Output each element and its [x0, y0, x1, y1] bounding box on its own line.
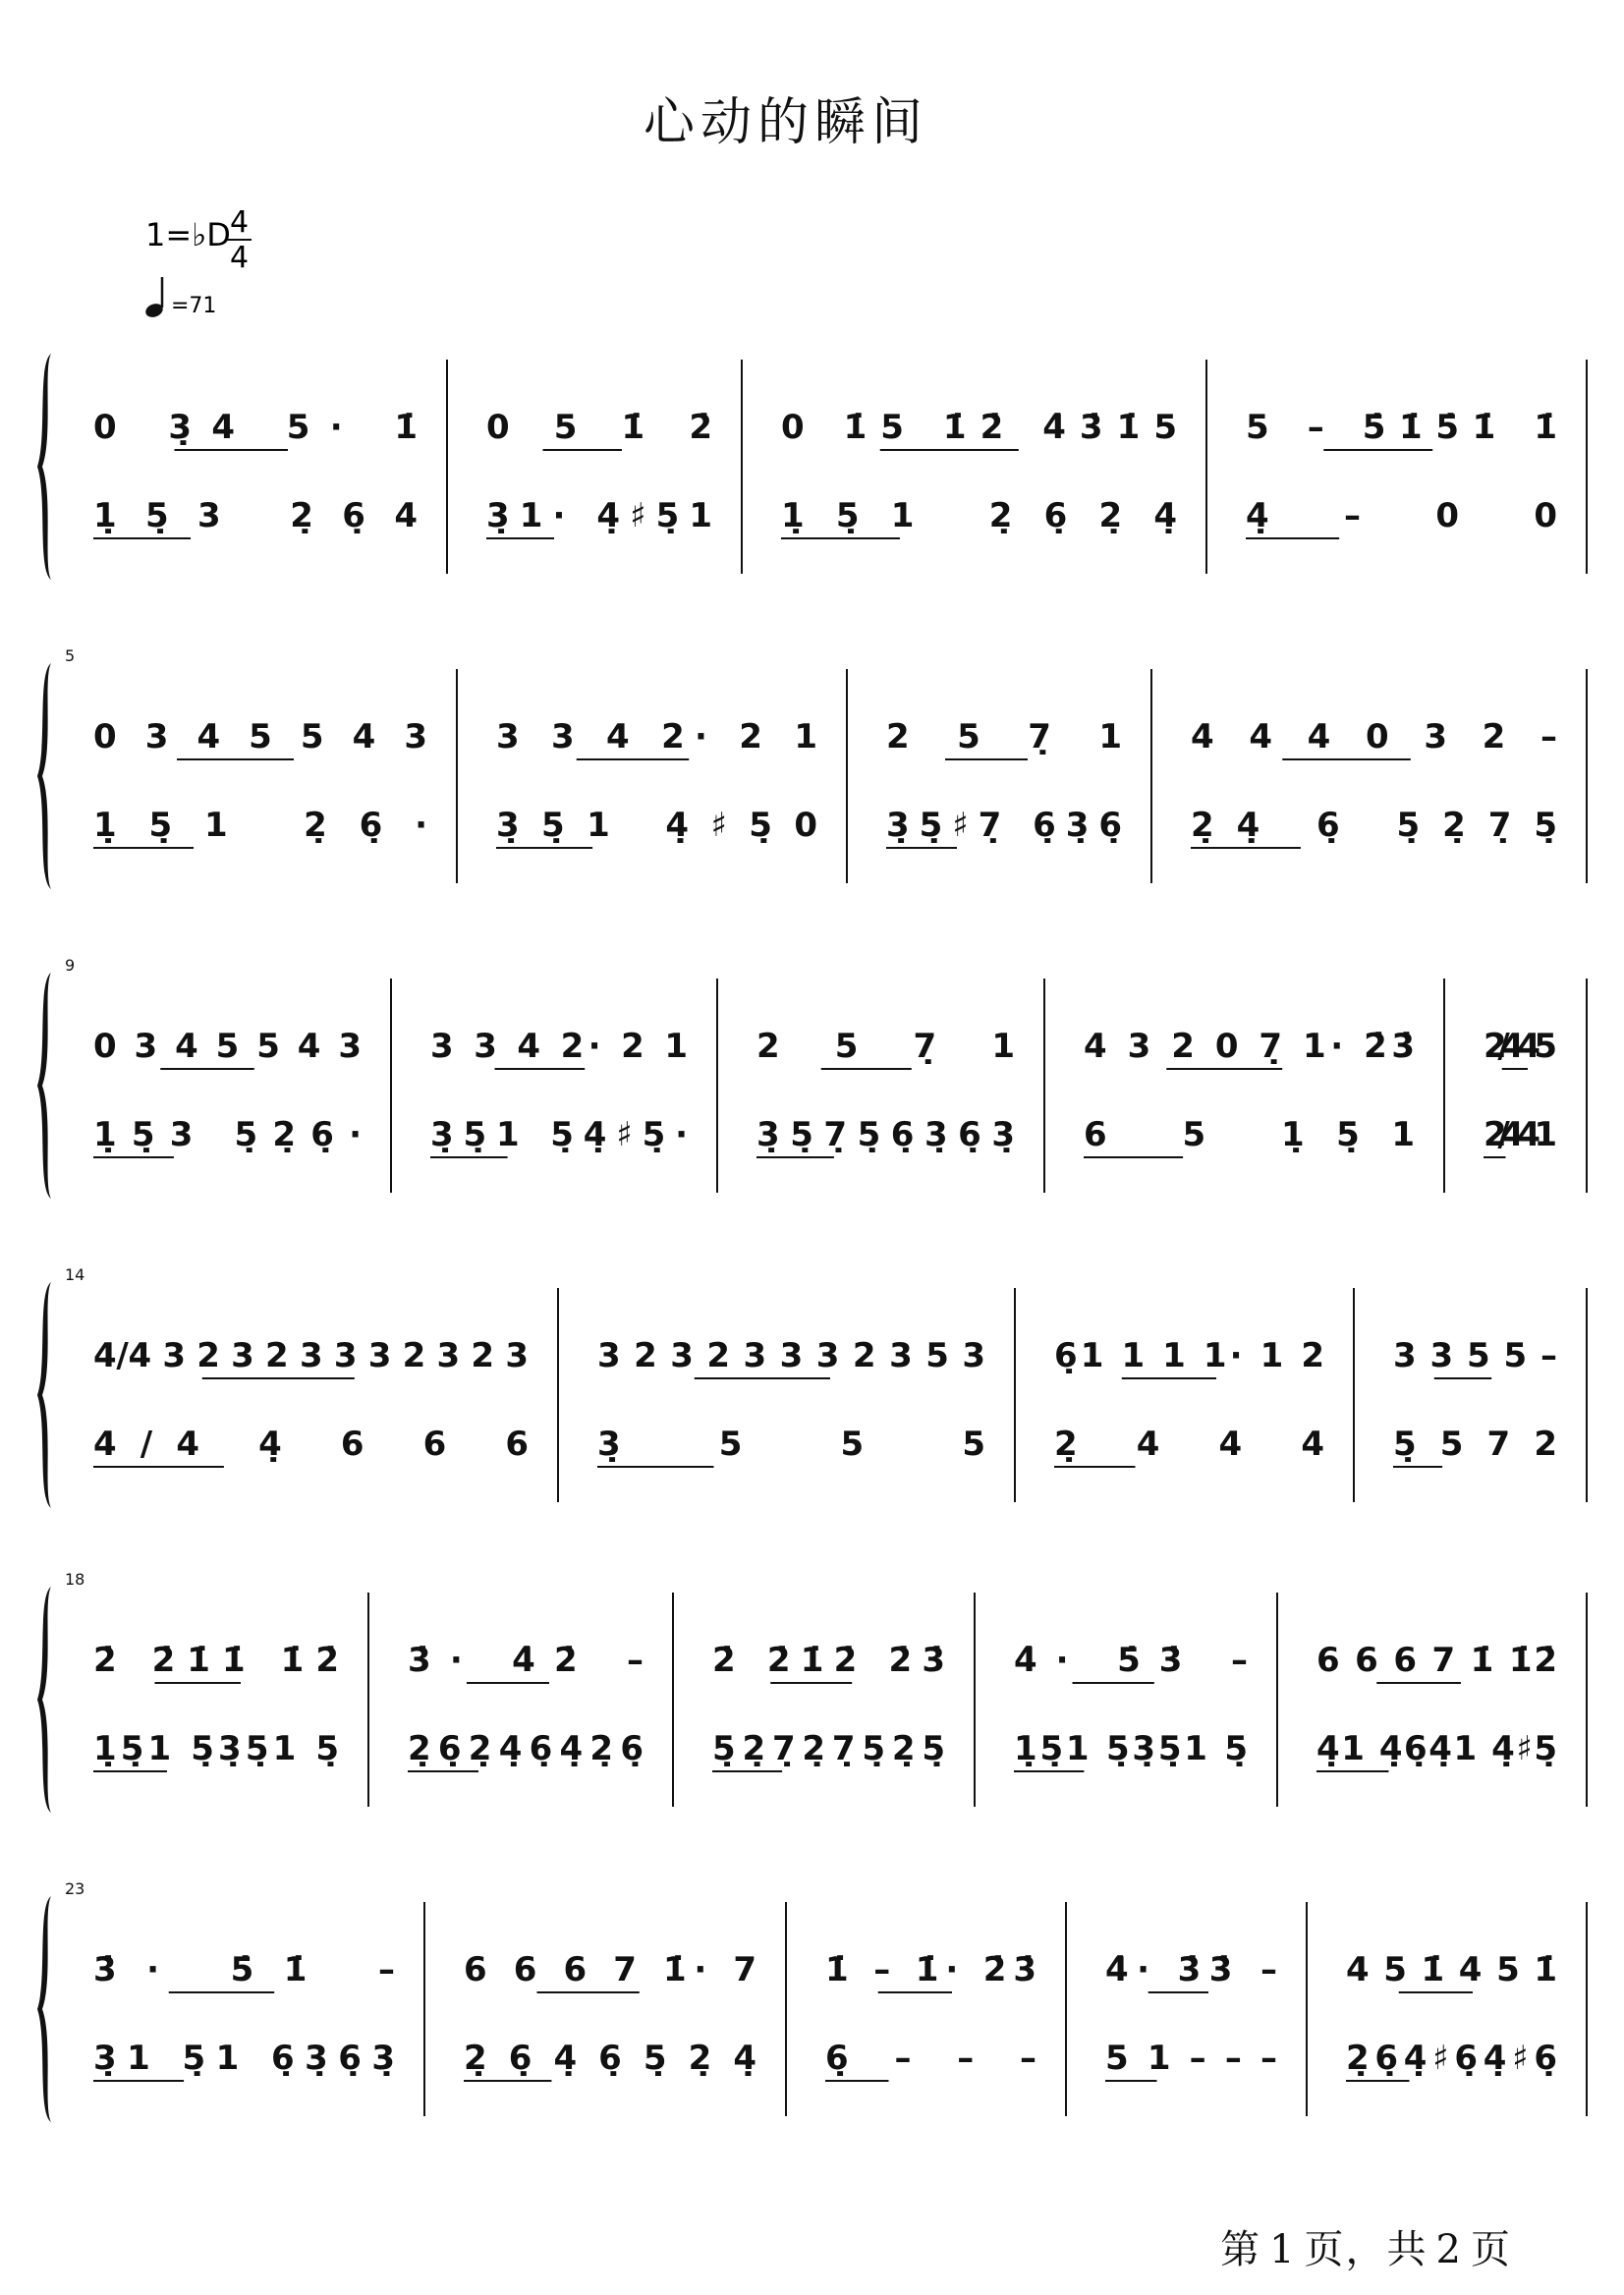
grand-staff-brace	[37, 1282, 51, 1508]
system-3	[37, 956, 1587, 1199]
measure-number: 18	[65, 1570, 85, 1589]
footer-prefix: 第	[1220, 2227, 1262, 2272]
footer-suffix: 页	[1471, 2227, 1512, 2272]
upper-staff-notes: 6 6 6 7 1̇· 7	[464, 1950, 756, 1989]
lower-staff-notes: 3̣5̣1 5̣4̣♯5̣·	[430, 1115, 688, 1154]
lower-staff-notes: 1̣5̣3 5̣2̣6̣·	[93, 1115, 362, 1154]
system-5	[37, 1570, 1587, 1813]
key-signature: 1=♭D	[145, 216, 231, 253]
lower-staff-notes: 3̣5̣♯7̣ 6̣3̣6̣	[886, 806, 1122, 845]
upper-staff-notes: 4/4 3 2 3 2 3 3 3 2 3 2 3	[93, 1336, 529, 1375]
upper-staff-notes: 4 5 1̇ 4 5 1̇	[1346, 1950, 1557, 1989]
upper-staff-notes: 3 3 5 5 –	[1393, 1336, 1557, 1375]
upper-staff-notes: 0 1̇5 1̇2̇ 4̇3̇1̇5	[781, 408, 1177, 447]
upper-staff-notes: 3̇· 5̇1̇ –	[93, 1950, 395, 1989]
system-2	[37, 646, 1587, 889]
lower-staff-notes: 2/4 4 1	[1484, 1115, 1557, 1154]
time-signature-bottom: 4	[230, 241, 250, 275]
upper-staff-notes: 0 3 4 5 5 4 3	[93, 717, 427, 756]
upper-staff-notes: 0 3̣4 5· 1̇	[93, 408, 418, 447]
upper-staff-notes: 5 – 5̇1̇5̇1̇ 1̇	[1246, 408, 1557, 447]
tempo-marking: =71	[171, 294, 217, 318]
lower-staff-notes: 4̣ – 0 0	[1246, 496, 1557, 535]
lower-staff-notes: 4̣1 4̣6̣4̣1 4̣♯5̣	[1316, 1729, 1557, 1768]
lower-staff-notes: 1̣5̣1 5̣3̣5̣1 5̣	[1014, 1729, 1248, 1768]
upper-staff-notes: 0 3 4 5 5 4 3	[93, 1027, 362, 1066]
upper-staff-notes: 1̇ – 1̇· 2̇3̇	[825, 1950, 1036, 1989]
quarter-note-icon	[143, 277, 164, 319]
page-footer	[1216, 2218, 1516, 2274]
upper-staff-notes: 3 3 4 2· 2 1	[496, 717, 817, 756]
upper-staff-notes: 4̇· 5̇3̇ –	[1014, 1641, 1248, 1680]
lower-staff-notes: 2̣4̣ 6̣ 5̣2̣7̣5̣	[1191, 806, 1557, 845]
footer-current-page: 1	[1269, 2227, 1297, 2272]
measure-number: 9	[65, 956, 76, 975]
upper-staff-notes: 3 2 3 2 3 3 3 2 3 5 3	[597, 1336, 985, 1375]
upper-staff-notes: 2 5 7̣ 1	[756, 1027, 1015, 1066]
time-signature-top: 4	[230, 205, 250, 240]
footer-mid: 页，共	[1304, 2227, 1428, 2272]
upper-staff-notes: 2/4 4 5	[1484, 1027, 1557, 1066]
upper-staff-notes: 3̇· 4̇2̇ –	[408, 1641, 644, 1680]
upper-staff-notes: 6 6 6 7 1̇ 1̇2̇	[1316, 1641, 1557, 1680]
upper-staff-notes: 4 3 2 0 7̣ 1· 2̇3̇	[1084, 1027, 1415, 1066]
score-systems	[37, 354, 1587, 2122]
upper-staff-notes: 4̇· 3̇3̇ –	[1105, 1950, 1277, 1989]
grand-staff-brace	[37, 354, 51, 580]
grand-staff-brace	[37, 1896, 51, 2122]
upper-staff-notes: 6̣1 1 1 1· 1 2	[1054, 1336, 1324, 1375]
lower-staff-notes: 1̣5̣1 5̣3̣5̣1 5̣	[93, 1729, 339, 1768]
lower-staff-notes: 3̣5̣7̣5̣6̣3̣6̣3̣	[756, 1115, 1015, 1154]
grand-staff-brace	[37, 663, 51, 889]
footer-total-pages: 2	[1435, 2227, 1463, 2272]
lower-staff-notes: 3̣5̣1 4̣♯5̣0	[496, 806, 817, 845]
measure-number: 14	[65, 1265, 85, 1284]
upper-staff-notes: 2̇ 2̇1̇2̇ 2̇3̇	[712, 1641, 945, 1680]
upper-staff-notes: 2̇ 2̇1̇1̇ 1̇2̇	[93, 1641, 339, 1680]
lower-staff-notes: 1̣5̣3 2̣6̣4	[93, 496, 418, 535]
lower-staff-notes: 3̣ 5 5 5	[597, 1425, 985, 1464]
grand-staff-brace	[37, 1587, 51, 1813]
system-4	[37, 1265, 1587, 1508]
lower-staff-notes: 2̣6̣2̣4̣6̣4̣2̣6̣	[408, 1729, 644, 1768]
upper-staff-notes: 0 5 1̇ 2̇	[486, 408, 712, 447]
lower-staff-notes: 5̣2̣7̣2̣7̣5̣2̣5̣	[712, 1729, 945, 1768]
system-1	[37, 354, 1587, 580]
lower-staff-notes: 2̣6̣4̣6̣5̣2̣4̣	[464, 2039, 756, 2078]
upper-staff-notes: 3 3 4 2· 2 1	[430, 1027, 688, 1066]
measure-number: 5	[65, 646, 76, 665]
lower-staff-notes: 6̣ – – –	[825, 2039, 1036, 2078]
lower-staff-notes: 6 5 1̣5̣1	[1084, 1115, 1415, 1154]
lower-staff-notes: 5 1 – – –	[1105, 2039, 1277, 2078]
lower-staff-notes: 3̣1 5̣1 6̣3̣6̣3̣	[93, 2039, 395, 2078]
lower-staff-notes: 5̣ 5 7 2	[1393, 1425, 1557, 1464]
system-6	[37, 1879, 1587, 2122]
header-marks	[143, 205, 252, 319]
grand-staff-brace	[37, 973, 51, 1199]
upper-staff-notes: 2 5 7̣ 1	[886, 717, 1122, 756]
score-title: 心动的瞬间	[643, 93, 928, 152]
lower-staff-notes: 2̣6̣4̣♯6̣4̣♯6̣	[1346, 2039, 1557, 2078]
lower-staff-notes: 1̣5̣1 2̣6̣2̣4̣	[781, 496, 1177, 535]
measure-number: 23	[65, 1879, 85, 1898]
lower-staff-notes: 3̣1· 4̣♯5̣1	[486, 496, 712, 535]
lower-staff-notes: 4/4 4̣ 6 6 6	[93, 1425, 529, 1464]
upper-staff-notes: 4 4 4 0 3 2 –	[1191, 717, 1557, 756]
lower-staff-notes: 1̣5̣1 2̣6̣·	[93, 806, 427, 845]
lower-staff-notes: 2̣ 4 4 4	[1054, 1425, 1324, 1464]
